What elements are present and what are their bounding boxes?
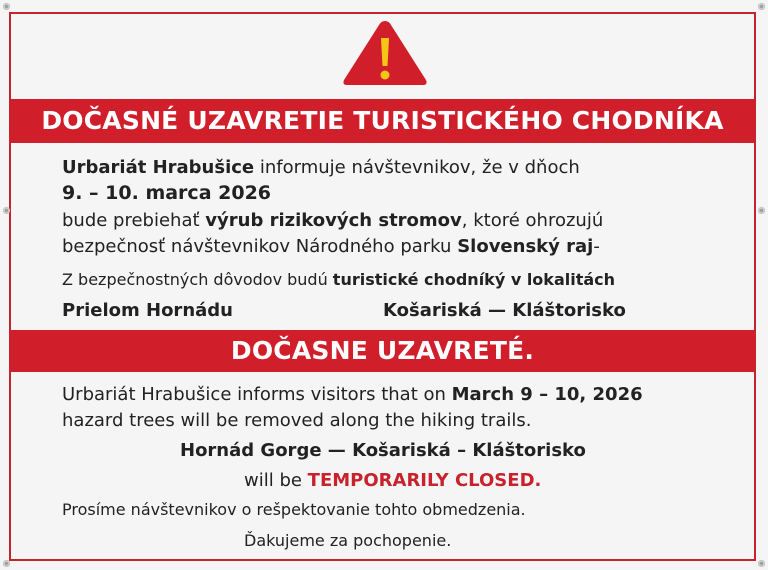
screw-mid-right: [758, 207, 765, 214]
screw-bottom-right: [758, 560, 765, 567]
sk-line-3: bude prebiehať výrub rizikových stromov, ktoré ohrozujú: [62, 210, 604, 231]
sk-line-1: Urbariát Hrabušice informuje návštevnikov, že v dňoch: [62, 157, 580, 178]
screw-top-left: [3, 3, 10, 10]
thanks-line: Ďakujeme za pochopenie.: [244, 531, 452, 550]
location-1: Prielom Hornádu: [62, 300, 233, 321]
sk-line-4: bezpečnosť návštevnikov Národného parku Slovenský raj-: [62, 236, 600, 257]
en-line-4: will be TEMPORARILY CLOSED.: [244, 470, 542, 491]
temporarily-closed-text: TEMPORARILY CLOSED.: [307, 470, 542, 491]
closure-dates: 9. – 10. marca 2026: [62, 182, 272, 204]
screw-bottom-left: [3, 560, 10, 567]
closed-banner: DOČASNE UZAVRETÉ.: [11, 330, 754, 372]
title-banner: DOČASNÉ UZAVRETIE TURISTICKÉHO CHODNÍKA: [11, 99, 754, 143]
en-locations: Hornád Gorge — Košariská – Kláštorisko: [180, 440, 586, 461]
location-2: Košariská — Kláštorisko: [383, 300, 626, 321]
en-line-1: Urbariát Hrabušice informs visitors that on March 9 – 10, 2026: [62, 384, 643, 405]
warning-triangle-icon: [340, 18, 430, 88]
org-name: Urbariát Hrabušice: [62, 157, 255, 178]
sk-line-5: Z bezpečnostných dôvodov budú turistické chodníký v lokalitách: [62, 270, 616, 289]
request-line: Prosíme návštevnikov o rešpektovanie tohto obmedzenia.: [62, 500, 526, 519]
en-line-2: hazard trees will be removed along the hiking trails.: [62, 410, 532, 431]
screw-mid-left: [3, 207, 10, 214]
screw-top-right: [758, 3, 765, 10]
